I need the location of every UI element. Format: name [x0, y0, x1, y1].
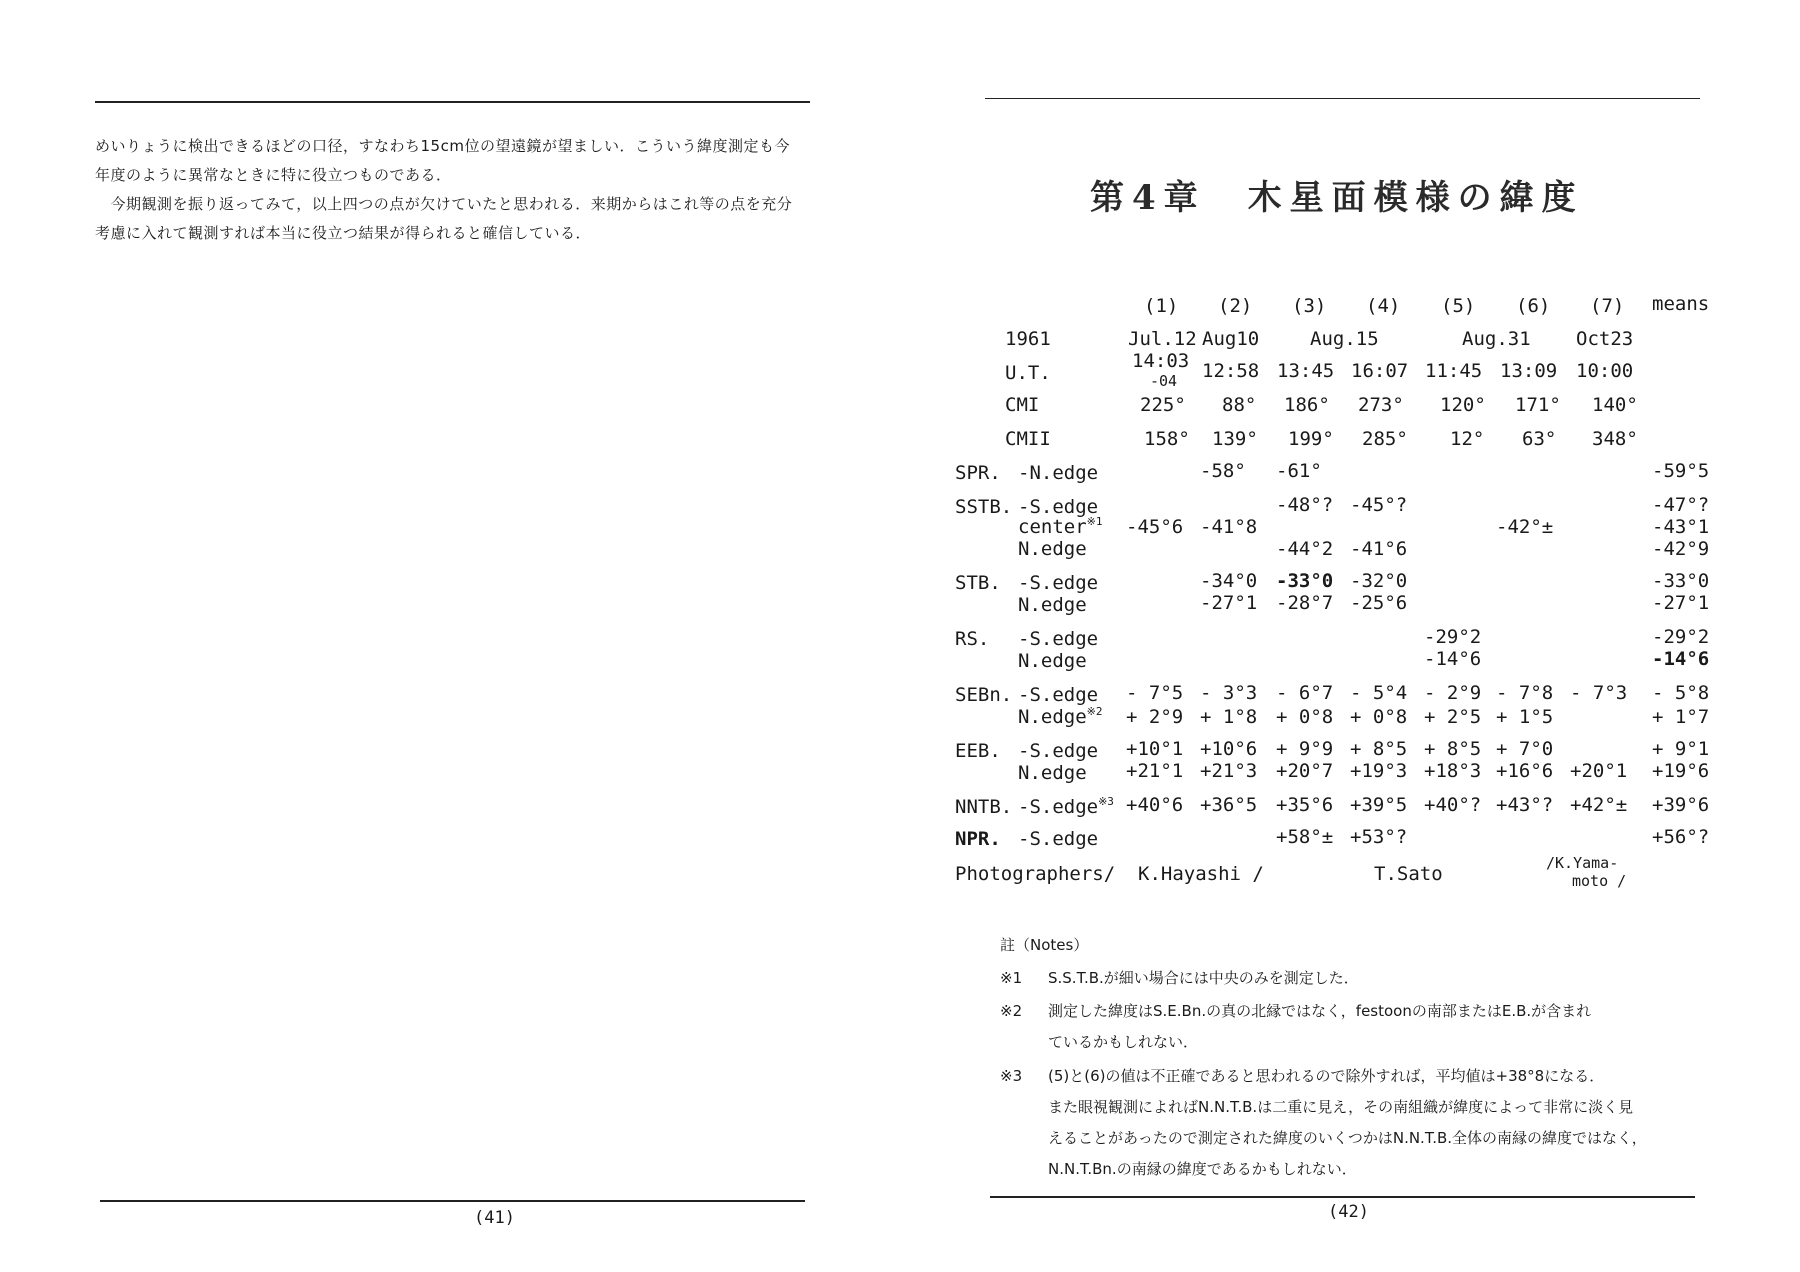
edge-label-text: -S.edge — [1018, 796, 1099, 818]
ut-value: 13:09 — [1500, 360, 1558, 382]
cmii-value: 139° — [1212, 428, 1258, 450]
ut-label: U.T. — [1005, 362, 1051, 384]
value-cell: - 6°7 — [1276, 682, 1334, 704]
note-line: 測定した緯度はS.E.Bn.の真の北縁ではなく，festoonの南部またはE.B.が含まれ — [1048, 1002, 1592, 1020]
footnote-mark: ※3 — [1098, 795, 1114, 808]
note-mark: ※2 — [1000, 1002, 1023, 1020]
cmi-value: 171° — [1515, 394, 1561, 416]
ut-value: 11:45 — [1425, 360, 1483, 382]
value-cell: +35°6 — [1276, 794, 1334, 816]
value-cell: -45°6 — [1126, 516, 1184, 538]
value-cell: + 1°8 — [1200, 706, 1258, 728]
cmi-value: 273° — [1358, 394, 1404, 416]
note-continuation — [1048, 1154, 1357, 1185]
value-cell: -29°2 — [1424, 626, 1482, 648]
belt-label: SSTB. — [955, 496, 1013, 518]
mean-cell: +56°? — [1652, 826, 1710, 848]
note-continuation — [1048, 1123, 1647, 1154]
value-cell: +16°6 — [1496, 760, 1554, 782]
mean-cell: -33°0 — [1652, 570, 1710, 592]
edge-label: N.edge — [1018, 538, 1087, 560]
belt-label: STB. — [955, 572, 1001, 594]
value-cell: +20°7 — [1276, 760, 1334, 782]
ut-value: 13:45 — [1277, 360, 1335, 382]
top-rule — [95, 101, 810, 103]
column-number: (1) — [1144, 295, 1179, 317]
mean-cell: -43°1 — [1652, 516, 1710, 538]
value-cell: +40°? — [1424, 794, 1482, 816]
mean-cell: + 1°7 — [1652, 706, 1710, 728]
photographer-name: T.Sato — [1374, 863, 1443, 885]
footnote-mark: ※1 — [1086, 515, 1103, 528]
belt-label: SPR. — [955, 462, 1001, 484]
value-cell: +40°6 — [1126, 794, 1184, 816]
value-cell: -32°0 — [1350, 570, 1408, 592]
value-cell: +18°3 — [1424, 760, 1482, 782]
bottom-rule — [100, 1200, 805, 1202]
edge-label: -S.edge — [1018, 572, 1099, 594]
column-number: (6) — [1516, 295, 1551, 317]
mean-cell: -27°1 — [1652, 592, 1710, 614]
ut-value: 10:00 — [1576, 360, 1634, 382]
cmi-value: 186° — [1284, 394, 1330, 416]
mean-cell: -29°2 — [1652, 626, 1710, 648]
mean-cell: +19°6 — [1652, 760, 1710, 782]
date: Aug10 — [1202, 328, 1260, 350]
value-cell: -61° — [1276, 460, 1322, 482]
notes-heading: 註（Notes） — [1000, 936, 1089, 954]
photographer-name: K.Hayashi / — [1138, 863, 1264, 885]
year-label: 1961 — [1005, 328, 1051, 350]
note-item — [1000, 1061, 1604, 1092]
cmii-label: CMII — [1005, 428, 1051, 450]
date: Oct23 — [1576, 328, 1634, 350]
value-cell: -41°6 — [1350, 538, 1408, 560]
column-number: (3) — [1292, 295, 1327, 317]
value-cell: + 1°5 — [1496, 706, 1554, 728]
value-cell: +10°1 — [1126, 738, 1184, 760]
value-cell: +10°6 — [1200, 738, 1258, 760]
value-cell: -28°7 — [1276, 592, 1334, 614]
value-cell: + 8°5 — [1350, 738, 1408, 760]
note-line: ているかもしれない． — [1048, 1033, 1199, 1051]
column-number: (5) — [1441, 295, 1476, 317]
value-cell: - 7°8 — [1496, 682, 1554, 704]
value-cell: + 2°5 — [1424, 706, 1482, 728]
cmi-value: 225° — [1140, 394, 1186, 416]
value-cell: -48°? — [1276, 494, 1334, 516]
note-line: S.S.T.B.が細い場合には中央のみを測定した． — [1048, 969, 1359, 987]
cmii-value: 63° — [1522, 428, 1557, 450]
value-cell: -14°6 — [1424, 648, 1482, 670]
photographers-label: Photographers/ — [955, 863, 1116, 885]
edge-label — [1018, 796, 1114, 821]
photographer-name: moto / — [1572, 872, 1627, 890]
edge-label-text: center — [1018, 516, 1087, 538]
page-number: (41) — [474, 1208, 515, 1228]
edge-label: N.edge — [1018, 762, 1087, 784]
ut-value: 14:03 — [1132, 350, 1190, 372]
mean-cell: + 9°1 — [1652, 738, 1710, 760]
note-item — [1000, 963, 1359, 994]
value-cell: -58° — [1200, 460, 1246, 482]
value-cell: +53°? — [1350, 826, 1408, 848]
date: Aug.15 — [1310, 328, 1379, 350]
value-cell: + 0°8 — [1350, 706, 1408, 728]
belt-label: EEB. — [955, 740, 1001, 762]
mean-cell: +39°6 — [1652, 794, 1710, 816]
value-cell: +39°5 — [1350, 794, 1408, 816]
cmi-value: 140° — [1592, 394, 1638, 416]
edge-label: -S.edge — [1018, 628, 1099, 650]
ut-value: 16:07 — [1351, 360, 1409, 382]
note-continuation — [1048, 1027, 1198, 1058]
column-number: (2) — [1218, 295, 1253, 317]
value-cell: +36°5 — [1200, 794, 1258, 816]
cmii-value: 285° — [1362, 428, 1408, 450]
note-line: (5)と(6)の値は不正確であると思われるので除外すれば，平均値は+38°8になる． — [1048, 1067, 1605, 1085]
photographer-name: /K.Yama- — [1546, 854, 1619, 872]
value-cell: -33°0 — [1276, 570, 1334, 592]
cmii-value: 348° — [1592, 428, 1638, 450]
column-number: (4) — [1366, 295, 1401, 317]
value-cell: -42°± — [1496, 516, 1554, 538]
mean-cell: - 5°8 — [1652, 682, 1710, 704]
value-cell: -41°8 — [1200, 516, 1258, 538]
value-cell: + 2°9 — [1126, 706, 1184, 728]
note-mark: ※3 — [1000, 1067, 1023, 1085]
cmii-value: 199° — [1288, 428, 1334, 450]
value-cell: + 8°5 — [1424, 738, 1482, 760]
edge-label: -S.edge — [1018, 684, 1099, 706]
cmi-value: 120° — [1440, 394, 1486, 416]
paragraph-line: 年度のように異常なときに特に役立つものである． — [95, 166, 452, 184]
edge-label: -N.edge — [1018, 462, 1099, 484]
footnote-mark: ※2 — [1086, 705, 1103, 718]
latitude-table — [900, 0, 1800, 900]
date: Jul.12 — [1128, 328, 1197, 350]
note-line: また眼視観測によればN.N.T.B.は二重に見え，その南組織が緯度によって非常に淡く見 — [1048, 1098, 1634, 1116]
edge-label: -S.edge — [1018, 828, 1099, 850]
edge-label — [1018, 706, 1102, 731]
paragraph-line: めいりょうに検出できるほどの口径，すなわち15cm位の望遠鏡が望ましい．こういう緯度測定も今 — [95, 137, 790, 155]
belt-label: SEBn. — [955, 684, 1013, 706]
value-cell: -25°6 — [1350, 592, 1408, 614]
value-cell: -34°0 — [1200, 570, 1258, 592]
cmi-value: 88° — [1222, 394, 1257, 416]
edge-label: -S.edge — [1018, 496, 1099, 518]
belt-label: NPR. — [955, 828, 1001, 850]
value-cell: +21°3 — [1200, 760, 1258, 782]
note-line: N.N.T.Bn.の南縁の緯度であるかもしれない． — [1048, 1160, 1357, 1178]
value-cell: +19°3 — [1350, 760, 1408, 782]
ut-value: 12:58 — [1202, 360, 1260, 382]
mean-cell: -14°6 — [1652, 648, 1710, 670]
column-number: (7) — [1590, 295, 1625, 317]
note-continuation — [1048, 1092, 1633, 1123]
bottom-rule — [990, 1196, 1695, 1198]
paragraph-line: 考慮に入れて観測すれば本当に役立つ結果が得られると確信している． — [95, 224, 592, 242]
value-cell: -45°? — [1350, 494, 1408, 516]
value-cell: -44°2 — [1276, 538, 1334, 560]
cmii-value: 158° — [1144, 428, 1190, 450]
ut-value: -04 — [1150, 372, 1178, 390]
edge-label: N.edge — [1018, 594, 1087, 616]
value-cell: +43°? — [1496, 794, 1554, 816]
right-page — [900, 0, 1800, 1272]
date: Aug.31 — [1462, 328, 1531, 350]
value-cell: +21°1 — [1126, 760, 1184, 782]
value-cell: +42°± — [1570, 794, 1628, 816]
value-cell: + 7°0 — [1496, 738, 1554, 760]
edge-label: -S.edge — [1018, 740, 1099, 762]
chapter-title: 第4章 木星面模様の緯度 — [1090, 178, 1584, 218]
value-cell: - 2°9 — [1424, 682, 1482, 704]
value-cell: - 3°3 — [1200, 682, 1258, 704]
cmii-value: 12° — [1450, 428, 1485, 450]
edge-label: N.edge — [1018, 650, 1087, 672]
mean-cell: -42°9 — [1652, 538, 1710, 560]
column-number: means — [1652, 293, 1710, 315]
paragraph-line: 今期観測を振り返ってみて，以上四つの点が欠けていたと思われる．来期からはこれ等の点を充分 — [95, 195, 793, 213]
body-paragraph — [95, 132, 815, 248]
note-item — [1000, 996, 1591, 1027]
value-cell: + 9°9 — [1276, 738, 1334, 760]
value-cell: -27°1 — [1200, 592, 1258, 614]
value-cell: +20°1 — [1570, 760, 1628, 782]
mean-cell: -47°? — [1652, 494, 1710, 516]
edge-label-text: N.edge — [1018, 706, 1087, 728]
page-number: (42) — [1328, 1202, 1369, 1222]
value-cell: +58°± — [1276, 826, 1334, 848]
note-mark: ※1 — [1000, 969, 1023, 987]
value-cell: + 0°8 — [1276, 706, 1334, 728]
value-cell: - 7°3 — [1570, 682, 1628, 704]
value-cell: - 5°4 — [1350, 682, 1408, 704]
mean-cell: -59°5 — [1652, 460, 1710, 482]
value-cell: - 7°5 — [1126, 682, 1184, 704]
belt-label: RS. — [955, 628, 990, 650]
belt-label: NNTB. — [955, 796, 1013, 818]
note-line: えることがあったので測定された緯度のいくつかはN.N.T.B.全体の南縁の緯度ではなく， — [1048, 1129, 1647, 1147]
cmi-label: CMI — [1005, 394, 1040, 416]
